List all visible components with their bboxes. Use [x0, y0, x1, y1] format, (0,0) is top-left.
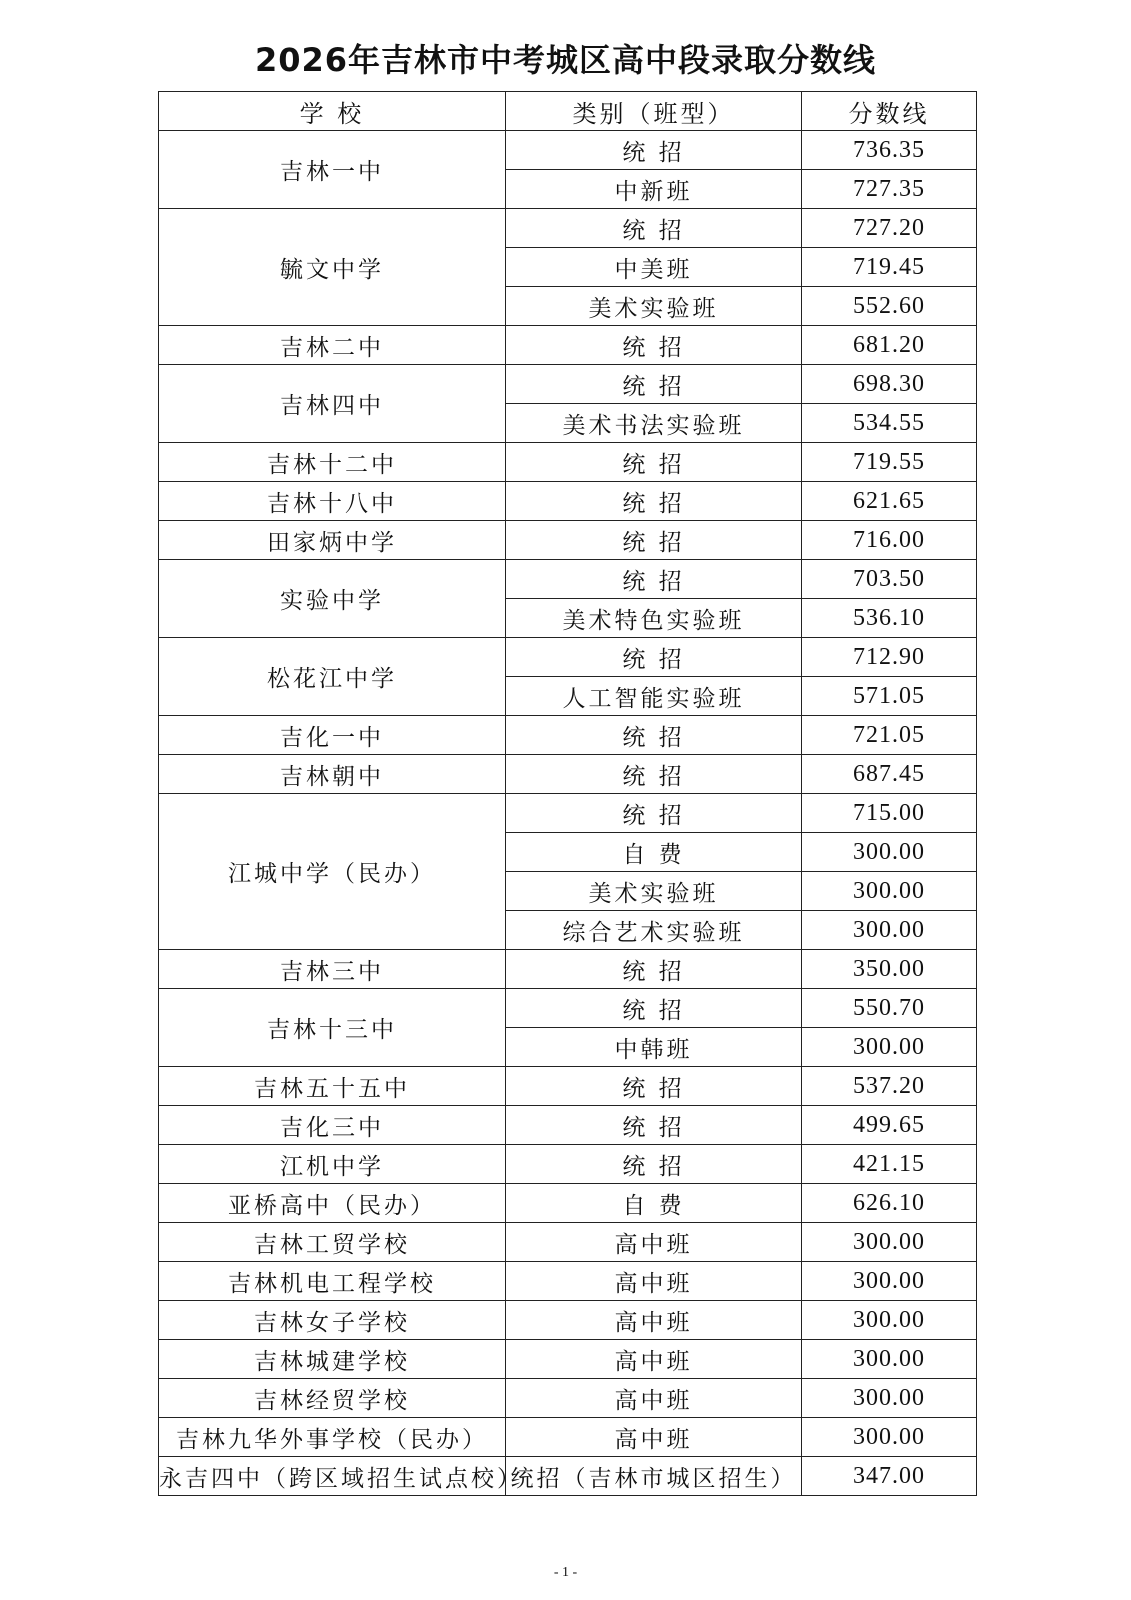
category-cell: 高中班 [506, 1262, 802, 1301]
school-name-cell: 松花江中学 [159, 638, 506, 716]
score-cell: 703.50 [802, 560, 977, 599]
table-row [159, 1145, 977, 1184]
score-cell: 536.10 [802, 599, 977, 638]
score-cell: 712.90 [802, 638, 977, 677]
school-name-cell: 永吉四中（跨区域招生试点校） [159, 1457, 506, 1496]
score-cell: 300.00 [802, 1028, 977, 1067]
school-name-cell: 吉林经贸学校 [159, 1379, 506, 1418]
table-row [159, 443, 977, 482]
school-name-cell: 吉化三中 [159, 1106, 506, 1145]
page-number: - 1 - [553, 1565, 578, 1580]
category-cell: 高中班 [506, 1301, 802, 1340]
school-name-cell: 田家炳中学 [159, 521, 506, 560]
table-row [159, 1418, 977, 1457]
school-name-cell: 亚桥高中（民办） [159, 1184, 506, 1223]
school-name-cell: 吉林四中 [159, 365, 506, 443]
category-cell: 自 费 [506, 1184, 802, 1223]
score-cell: 719.55 [802, 443, 977, 482]
score-cell: 716.00 [802, 521, 977, 560]
category-cell: 美术特色实验班 [506, 599, 802, 638]
category-cell: 统 招 [506, 1067, 802, 1106]
score-cell: 715.00 [802, 794, 977, 833]
score-cell: 300.00 [802, 1379, 977, 1418]
school-name-cell: 实验中学 [159, 560, 506, 638]
header-school: 学 校 [159, 92, 506, 131]
table-row [159, 1067, 977, 1106]
score-cell: 421.15 [802, 1145, 977, 1184]
table-row [159, 638, 977, 677]
school-name-cell: 吉林十二中 [159, 443, 506, 482]
score-cell: 300.00 [802, 911, 977, 950]
school-name-cell: 江机中学 [159, 1145, 506, 1184]
category-cell: 统 招 [506, 482, 802, 521]
score-cell: 727.20 [802, 209, 977, 248]
school-name-cell: 吉林十八中 [159, 482, 506, 521]
score-cell: 300.00 [802, 1262, 977, 1301]
category-cell: 统 招 [506, 950, 802, 989]
category-cell: 统 招 [506, 560, 802, 599]
header-score: 分数线 [802, 92, 977, 131]
category-cell: 统 招 [506, 365, 802, 404]
school-name-cell: 吉林三中 [159, 950, 506, 989]
category-cell: 统 招 [506, 716, 802, 755]
school-name-cell: 吉林九华外事学校（民办） [159, 1418, 506, 1457]
category-cell: 统 招 [506, 755, 802, 794]
score-cell: 350.00 [802, 950, 977, 989]
score-cell: 719.45 [802, 248, 977, 287]
category-cell: 统 招 [506, 131, 802, 170]
table-row [159, 1457, 977, 1496]
score-cell: 736.35 [802, 131, 977, 170]
table-row [159, 365, 977, 404]
score-cell: 626.10 [802, 1184, 977, 1223]
table-row [159, 521, 977, 560]
table-row [159, 1340, 977, 1379]
admission-score-table [158, 91, 977, 1496]
score-cell: 727.35 [802, 170, 977, 209]
school-name-cell: 江城中学（民办） [159, 794, 506, 950]
score-cell: 698.30 [802, 365, 977, 404]
table-row [159, 1301, 977, 1340]
table-row [159, 131, 977, 170]
category-cell: 高中班 [506, 1340, 802, 1379]
score-cell: 552.60 [802, 287, 977, 326]
category-cell: 美术实验班 [506, 872, 802, 911]
school-name-cell: 吉林十三中 [159, 989, 506, 1067]
table-row [159, 560, 977, 599]
score-cell: 550.70 [802, 989, 977, 1028]
school-name-cell: 吉林一中 [159, 131, 506, 209]
category-cell: 统 招 [506, 209, 802, 248]
score-cell: 687.45 [802, 755, 977, 794]
table-body [159, 131, 977, 1496]
category-cell: 统 招 [506, 1106, 802, 1145]
category-cell: 高中班 [506, 1418, 802, 1457]
score-cell: 300.00 [802, 1223, 977, 1262]
school-name-cell: 吉林五十五中 [159, 1067, 506, 1106]
school-name-cell: 吉林朝中 [159, 755, 506, 794]
score-cell: 300.00 [802, 1418, 977, 1457]
score-cell: 300.00 [802, 833, 977, 872]
table-row [159, 716, 977, 755]
school-name-cell: 吉林女子学校 [159, 1301, 506, 1340]
page-title: 2026年吉林市中考城区高中段录取分数线 [254, 41, 877, 79]
category-cell: 综合艺术实验班 [506, 911, 802, 950]
school-name-cell: 吉林工贸学校 [159, 1223, 506, 1262]
category-cell: 统 招 [506, 521, 802, 560]
table-row [159, 1379, 977, 1418]
category-cell: 统 招 [506, 443, 802, 482]
category-cell: 美术书法实验班 [506, 404, 802, 443]
table-row [159, 794, 977, 833]
table-row [159, 1223, 977, 1262]
category-cell: 统 招 [506, 638, 802, 677]
table-row [159, 326, 977, 365]
score-cell: 681.20 [802, 326, 977, 365]
category-cell: 美术实验班 [506, 287, 802, 326]
score-cell: 300.00 [802, 872, 977, 911]
category-cell: 统 招 [506, 794, 802, 833]
score-cell: 721.05 [802, 716, 977, 755]
school-name-cell: 毓文中学 [159, 209, 506, 326]
category-cell: 中美班 [506, 248, 802, 287]
category-cell: 自 费 [506, 833, 802, 872]
category-cell: 高中班 [506, 1223, 802, 1262]
school-name-cell: 吉林机电工程学校 [159, 1262, 506, 1301]
score-cell: 300.00 [802, 1340, 977, 1379]
school-name-cell: 吉林城建学校 [159, 1340, 506, 1379]
category-cell: 中韩班 [506, 1028, 802, 1067]
table-row [159, 989, 977, 1028]
category-cell: 统招（吉林市城区招生） [506, 1457, 802, 1496]
school-name-cell: 吉化一中 [159, 716, 506, 755]
score-cell: 347.00 [802, 1457, 977, 1496]
score-cell: 534.55 [802, 404, 977, 443]
table-row [159, 950, 977, 989]
score-cell: 621.65 [802, 482, 977, 521]
category-cell: 统 招 [506, 1145, 802, 1184]
category-cell: 统 招 [506, 326, 802, 365]
table-row [159, 1106, 977, 1145]
category-cell: 高中班 [506, 1379, 802, 1418]
score-cell: 537.20 [802, 1067, 977, 1106]
category-cell: 人工智能实验班 [506, 677, 802, 716]
table-header-row [159, 92, 977, 131]
school-name-cell: 吉林二中 [159, 326, 506, 365]
header-category: 类别（班型） [506, 92, 802, 131]
category-cell: 中新班 [506, 170, 802, 209]
table-row [159, 1262, 977, 1301]
score-cell: 571.05 [802, 677, 977, 716]
category-cell: 统 招 [506, 989, 802, 1028]
table-row [159, 209, 977, 248]
table-row [159, 755, 977, 794]
score-cell: 300.00 [802, 1301, 977, 1340]
score-cell: 499.65 [802, 1106, 977, 1145]
table-row [159, 1184, 977, 1223]
table-row [159, 482, 977, 521]
